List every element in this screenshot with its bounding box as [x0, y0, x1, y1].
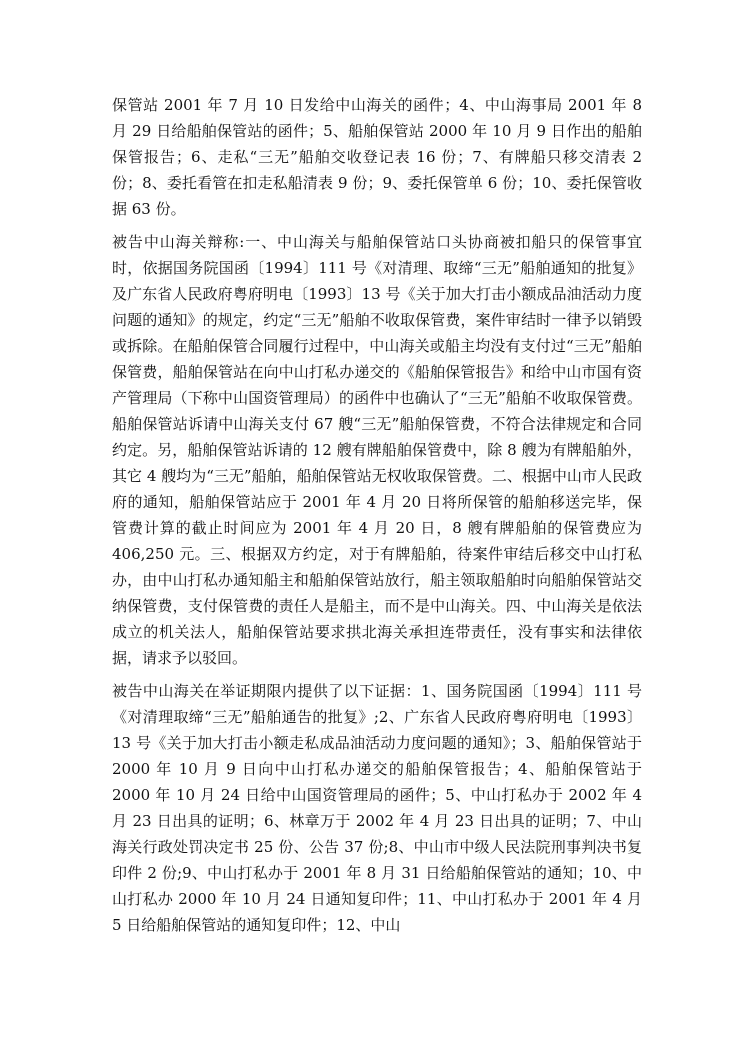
paragraph-defendant-defense: 被告中山海关辩称:一、中山海关与船舶保管站口头协商被扣船只的保管事宜时，依据国务院国函〔1994〕111 号《对清理、取缔“三无”船舶通知的批复》及广东省人民政府粤府明电〔1993〕13 号《关于加大打击小额成品油活动力度问题的通知》的规定，约定“三无”船舶不收取保管费，案件审结时一律予以销毁或拆除。在船舶保管合同履行过程中，中山海关或船主均没有支付过“三无”船舶保管费，船舶保管站在向中山打私办递交的《船舶保管报告》和给中山市国有资产管理局（下称中山国资管理局）的函件中也确认了“三无”船舶不收取保管费。船舶保管站诉请中山海关支付 67 艘“三无”船舶保管费，不符合法律规定和合同约定。另，船舶保管站诉请的 12 艘有牌船舶保管费中，除 8 艘为有牌船舶外，其它 4 艘均为“三无”船舶，船舶保管站无权收取保管费。二、根据中山市人民政府的通知，船舶保管站应于 2001 年 4 月 20 日将所保管的船舶移送完毕，保管费计算的截止时间应为 2001 年 4 月 20 日，8 艘有牌船舶的保管费应为 406,250 元。三、根据双方约定，对于有牌船舶，待案件审结后移交中山打私办，由中山打私办通知船主和船舶保管站放行，船主领取船舶时向船舶保管站交纳保管费，支付保管费的责任人是船主，而不是中山海关。四、中山海关是依法成立的机关法人，船舶保管站要求拱北海关承担连带责任，没有事实和法律依据，请求予以驳回。: [112, 233, 642, 667]
paragraph-defendant-evidence: 被告中山海关在举证期限内提供了以下证据：1、国务院国函〔1994〕111 号《对清理取缔“三无”船舶通告的批复》;2、广东省人民政府粤府明电〔1993〕13 号《关于加大打击小额走私成品油活动力度问题的通知》；3、船舶保管站于 2000 年 10 月 9 日向中山打私办递交的船舶保管报告；4、船舶保管站于 2000 年 10 月 24 日给中山国资管理局的函件；5、中山打私办于 2002 年 4 月 23 日出具的证明；6、林章万于 2002 年 4 月 23 日出具的证明；7、中山海关行政处罚决定书 25 份、公告 37 份;8、中山市中级人民法院刑事判决书复印件 2 份;9、中山打私办于 2001 年 8 月 31 日给船舶保管站的通知；10、中山打私办 2000 年 10 月 24 日通知复印件；11、中山打私办于 2001 年 4 月 5 日给船舶保管站的通知复印件；12、中山: [112, 682, 642, 934]
paragraph-evidence-list-continued: 保管站 2001 年 7 月 10 日发给中山海关的函件；4、中山海事局 2001 年 8 月 29 日给船舶保管站的函件；5、船舶保管站 2000 年 10 月 9 日作出的船舶保管报告；6、走私“三无”船舶交收登记表 16 份；7、有牌船只移交清表 2 份；8、委托看管在扣走私船清表 9 份；9、委托保管单 6 份；10、委托保管收据 63 份。: [112, 96, 642, 218]
document-page: [112, 92, 642, 938]
